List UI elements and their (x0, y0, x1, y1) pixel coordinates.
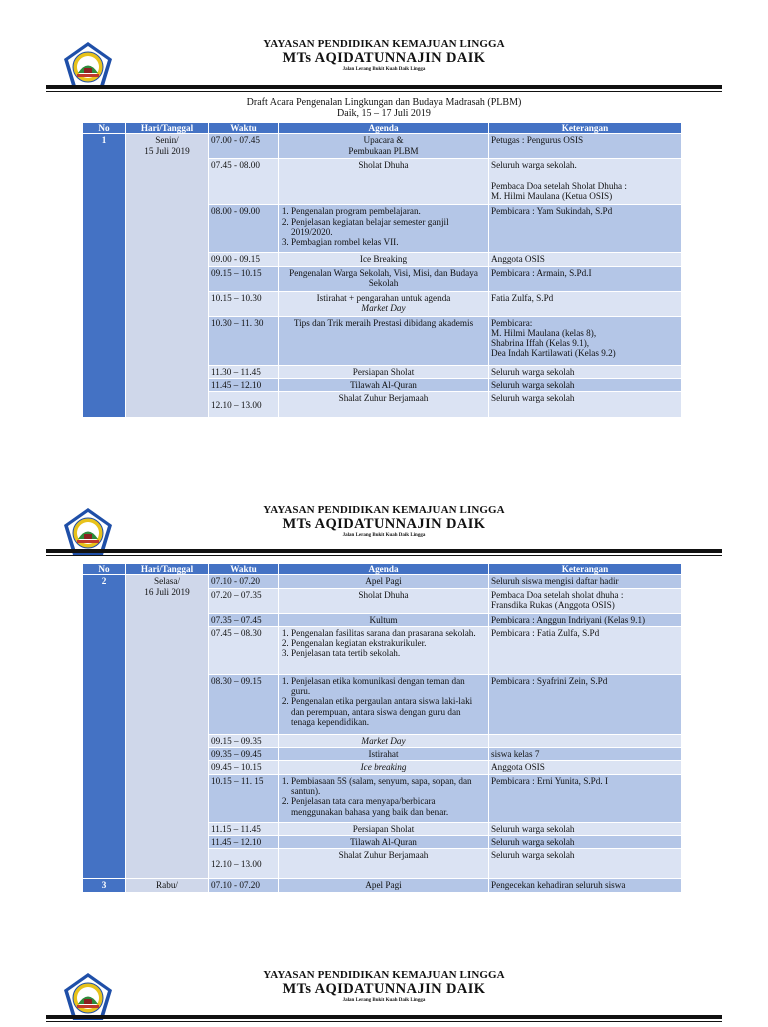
time-cell: 12.10 – 13.00 (209, 392, 279, 418)
notes-cell: Pembicara : Yam Sukindah, S.Pd (489, 205, 682, 253)
agenda-cell: Ice Breaking (279, 253, 489, 266)
schedule-table-day-2 (82, 563, 682, 893)
header-rule-thin (46, 91, 722, 92)
notes-cell (489, 159, 682, 205)
header-rule (46, 549, 722, 553)
foundation-name: YAYASAN PENDIDIKAN KEMAJUAN LINGGA (263, 504, 505, 516)
day-number: 2 (83, 575, 126, 879)
agenda-cell: Tilawah Al-Quran (279, 378, 489, 391)
table-header-row (83, 564, 682, 575)
time-cell: 07.10 - 07.20 (209, 879, 279, 892)
agenda-list-item: 1. Pengenalan program pembelajaran. (291, 206, 486, 216)
col-header-day: Hari/Tanggal (126, 123, 209, 134)
agenda-text: Upacara & (363, 135, 404, 146)
day-date: 16 Juli 2019 (144, 586, 190, 597)
notes-cell (489, 316, 682, 365)
time-cell: 10.30 – 11. 30 (209, 316, 279, 365)
day-name: Senin/ (155, 135, 179, 146)
time-cell: 08.30 – 09.15 (209, 674, 279, 734)
agenda-cell (279, 674, 489, 734)
col-header-day: Hari/Tanggal (126, 564, 209, 575)
time-cell: 09.00 - 09.15 (209, 253, 279, 266)
time-cell: 09.35 – 09.45 (209, 748, 279, 761)
agenda-cell (279, 626, 489, 674)
col-header-agenda: Agenda (279, 123, 489, 134)
notes-cell: Seluruh warga sekolah (489, 849, 682, 879)
day-date-cell (126, 134, 209, 418)
time-cell: 07.45 – 08.30 (209, 626, 279, 674)
notes-cell: Seluruh warga sekolah (489, 392, 682, 418)
agenda-cell: Pengenalan Warga Sekolah, Visi, Misi, dan Budaya Sekolah (279, 266, 489, 291)
time-cell: 08.00 - 09.00 (209, 205, 279, 253)
school-name: MTs AQIDATUNNAJIN DAIK (282, 516, 486, 532)
notes-cell (489, 734, 682, 747)
letterhead (0, 502, 768, 562)
agenda-list-item: 1. Penjelasan etika komunikasi dengan teman dan guru. (291, 676, 486, 697)
notes-cell: Anggota OSIS (489, 761, 682, 774)
table-row (83, 879, 682, 892)
time-cell: 07.45 - 08.00 (209, 159, 279, 205)
agenda-text: Pembukaan PLBM (348, 145, 419, 156)
day-number: 3 (83, 879, 126, 892)
time-cell: 07.35 – 07.45 (209, 613, 279, 626)
day-name: Selasa/ (153, 576, 181, 587)
time-cell: 11.45 – 12.10 (209, 836, 279, 849)
agenda-cell: Shalat Zuhur Berjamaah (279, 392, 489, 418)
school-name: MTs AQIDATUNNAJIN DAIK (282, 981, 486, 997)
notes-cell: Pembicara : Syafrini Zein, S.Pd (489, 674, 682, 734)
notes-text: Dea Indah Kartilawati (Kelas 9.2) (491, 348, 616, 359)
notes-cell: Pembicara : Anggun Indriyani (Kelas 9.1) (489, 613, 682, 626)
time-cell: 10.15 – 10.30 (209, 291, 279, 316)
agenda-cell: Sholat Dhuha (279, 588, 489, 613)
notes-cell: Pembicara : Erni Yunita, S.Pd. I (489, 774, 682, 822)
day-name: Rabu/ (126, 879, 209, 892)
col-header-time: Waktu (209, 123, 279, 134)
notes-text: Fransdika Rukas (Anggota OSIS) (491, 599, 615, 610)
agenda-cell: Tilawah Al-Quran (279, 836, 489, 849)
agenda-text: Market Day (361, 302, 406, 313)
school-address: Jalan Lerang Bukit Kuah Daik Lingga (342, 67, 426, 72)
time-cell: 07.20 – 07.35 (209, 588, 279, 613)
col-header-notes: Keterangan (489, 123, 682, 134)
agenda-cell (279, 291, 489, 316)
time-cell: 11.45 – 12.10 (209, 378, 279, 391)
school-address: Jalan Lerang Bukit Kuah Daik Lingga (342, 998, 426, 1003)
agenda-list-item: 1. Pengenalan fasilitas sarana dan prasarana sekolah. (291, 628, 486, 638)
notes-cell: Seluruh warga sekolah (489, 836, 682, 849)
time-cell: 09.15 – 09.35 (209, 734, 279, 747)
notes-cell: Seluruh warga sekolah (489, 365, 682, 378)
notes-cell: Pembicara : Fatia Zulfa, S.Pd (489, 626, 682, 674)
agenda-cell: Tips dan Trik meraih Prestasi dibidang akademis (279, 316, 489, 365)
notes-text: Shabrina Iffah (Kelas 9.1), (491, 338, 590, 349)
agenda-text: Istirahat + pengarahan untuk agenda (316, 292, 451, 303)
header-rule-thin (46, 555, 722, 556)
time-cell: 10.15 – 11. 15 (209, 774, 279, 822)
day-date-cell (126, 575, 209, 879)
time-cell: 09.15 – 10.15 (209, 266, 279, 291)
notes-cell: Seluruh siswa mengisi daftar hadir (489, 575, 682, 588)
agenda-cell: Sholat Dhuha (279, 159, 489, 205)
agenda-cell: Market Day (279, 734, 489, 747)
col-header-agenda: Agenda (279, 564, 489, 575)
time-cell: 07.00 - 07.45 (209, 134, 279, 159)
time-cell: 11.15 – 11.45 (209, 822, 279, 835)
agenda-cell: Istirahat (279, 748, 489, 761)
col-header-time: Waktu (209, 564, 279, 575)
day-number: 1 (83, 134, 126, 418)
agenda-cell: Shalat Zuhur Berjamaah (279, 849, 489, 879)
time-cell: 07.10 - 07.20 (209, 575, 279, 588)
time-cell: 12.10 – 13.00 (209, 849, 279, 879)
notes-cell: Pengecekan kehadiran seluruh siswa (489, 879, 682, 892)
notes-cell: siswa kelas 7 (489, 748, 682, 761)
agenda-list-item: 2. Penjelasan tata cara menyapa/berbicara menggunakan bahasa yang baik dan benar. (291, 796, 486, 817)
notes-cell: Anggota OSIS (489, 253, 682, 266)
foundation-name: YAYASAN PENDIDIKAN KEMAJUAN LINGGA (263, 969, 505, 981)
header-rule (46, 85, 722, 89)
schedule-table-day-1 (82, 122, 682, 418)
time-cell: 11.30 – 11.45 (209, 365, 279, 378)
col-header-no: No (83, 564, 126, 575)
col-header-notes: Keterangan (489, 564, 682, 575)
agenda-list-item: 3. Pembagian rombel kelas VII. (291, 237, 486, 247)
table-row (83, 134, 682, 159)
school-address: Jalan Lerang Bukit Kuah Daik Lingga (342, 533, 426, 538)
agenda-list-item: 1. Pembiasaan 5S (salam, senyum, sapa, sopan, dan santun). (291, 776, 486, 797)
notes-text: M. Hilmi Maulana (kelas 8), (491, 327, 597, 338)
notes-cell: Petugas : Pengurus OSIS (489, 134, 682, 159)
document-title: Draft Acara Pengenalan Lingkungan dan Budaya Madrasah (PLBM) (246, 97, 522, 108)
table-header-row (83, 123, 682, 134)
agenda-cell: Apel Pagi (279, 575, 489, 588)
agenda-cell (279, 774, 489, 822)
agenda-cell: Ice breaking (279, 761, 489, 774)
foundation-name: YAYASAN PENDIDIKAN KEMAJUAN LINGGA (263, 38, 505, 50)
table-row (83, 575, 682, 588)
notes-cell: Seluruh warga sekolah (489, 822, 682, 835)
notes-cell: Seluruh warga sekolah (489, 378, 682, 391)
agenda-cell: Kultum (279, 613, 489, 626)
school-name: MTs AQIDATUNNAJIN DAIK (282, 50, 486, 66)
time-cell: 09.45 – 10.15 (209, 761, 279, 774)
agenda-list-item: 2. Penjelasan kegiatan belajar semester ganjil 2019/2020. (291, 217, 486, 238)
header-rule-thin (46, 1021, 722, 1022)
agenda-cell (279, 205, 489, 253)
agenda-list-item: 3. Penjelasan tata tertib sekolah. (291, 648, 486, 658)
agenda-cell: Apel Pagi (279, 879, 489, 892)
agenda-cell (279, 134, 489, 159)
notes-cell (489, 588, 682, 613)
agenda-list-item: 2. Pengenalan etika pergaulan antara siswa laki-laki dan perempuan, antara siswa dengan guru dan tenaga kependidikan. (291, 696, 486, 727)
agenda-cell: Persiapan Sholat (279, 822, 489, 835)
notes-cell: Fatia Zulfa, S.Pd (489, 291, 682, 316)
notes-text: M. Hilmi Maulana (Ketua OSIS) (491, 190, 613, 201)
day-date: 15 Juli 2019 (144, 145, 190, 156)
document-place-date: Daik, 15 – 17 Juli 2019 (337, 108, 431, 119)
notes-text: Pembaca Doa setelah sholat dhuha : (491, 589, 624, 600)
notes-text: Seluruh warga sekolah. (491, 160, 577, 171)
notes-text: Pembicara: (491, 317, 533, 328)
notes-cell: Pembicara : Armain, S.Pd.I (489, 266, 682, 291)
agenda-cell: Persiapan Sholat (279, 365, 489, 378)
notes-text: Pembaca Doa setelah Sholat Dhuha : (491, 180, 627, 191)
header-rule (46, 1015, 722, 1019)
col-header-no: No (83, 123, 126, 134)
agenda-list-item: 2. Pengenalan kegiatan ekstrakurikuler. (291, 638, 486, 648)
